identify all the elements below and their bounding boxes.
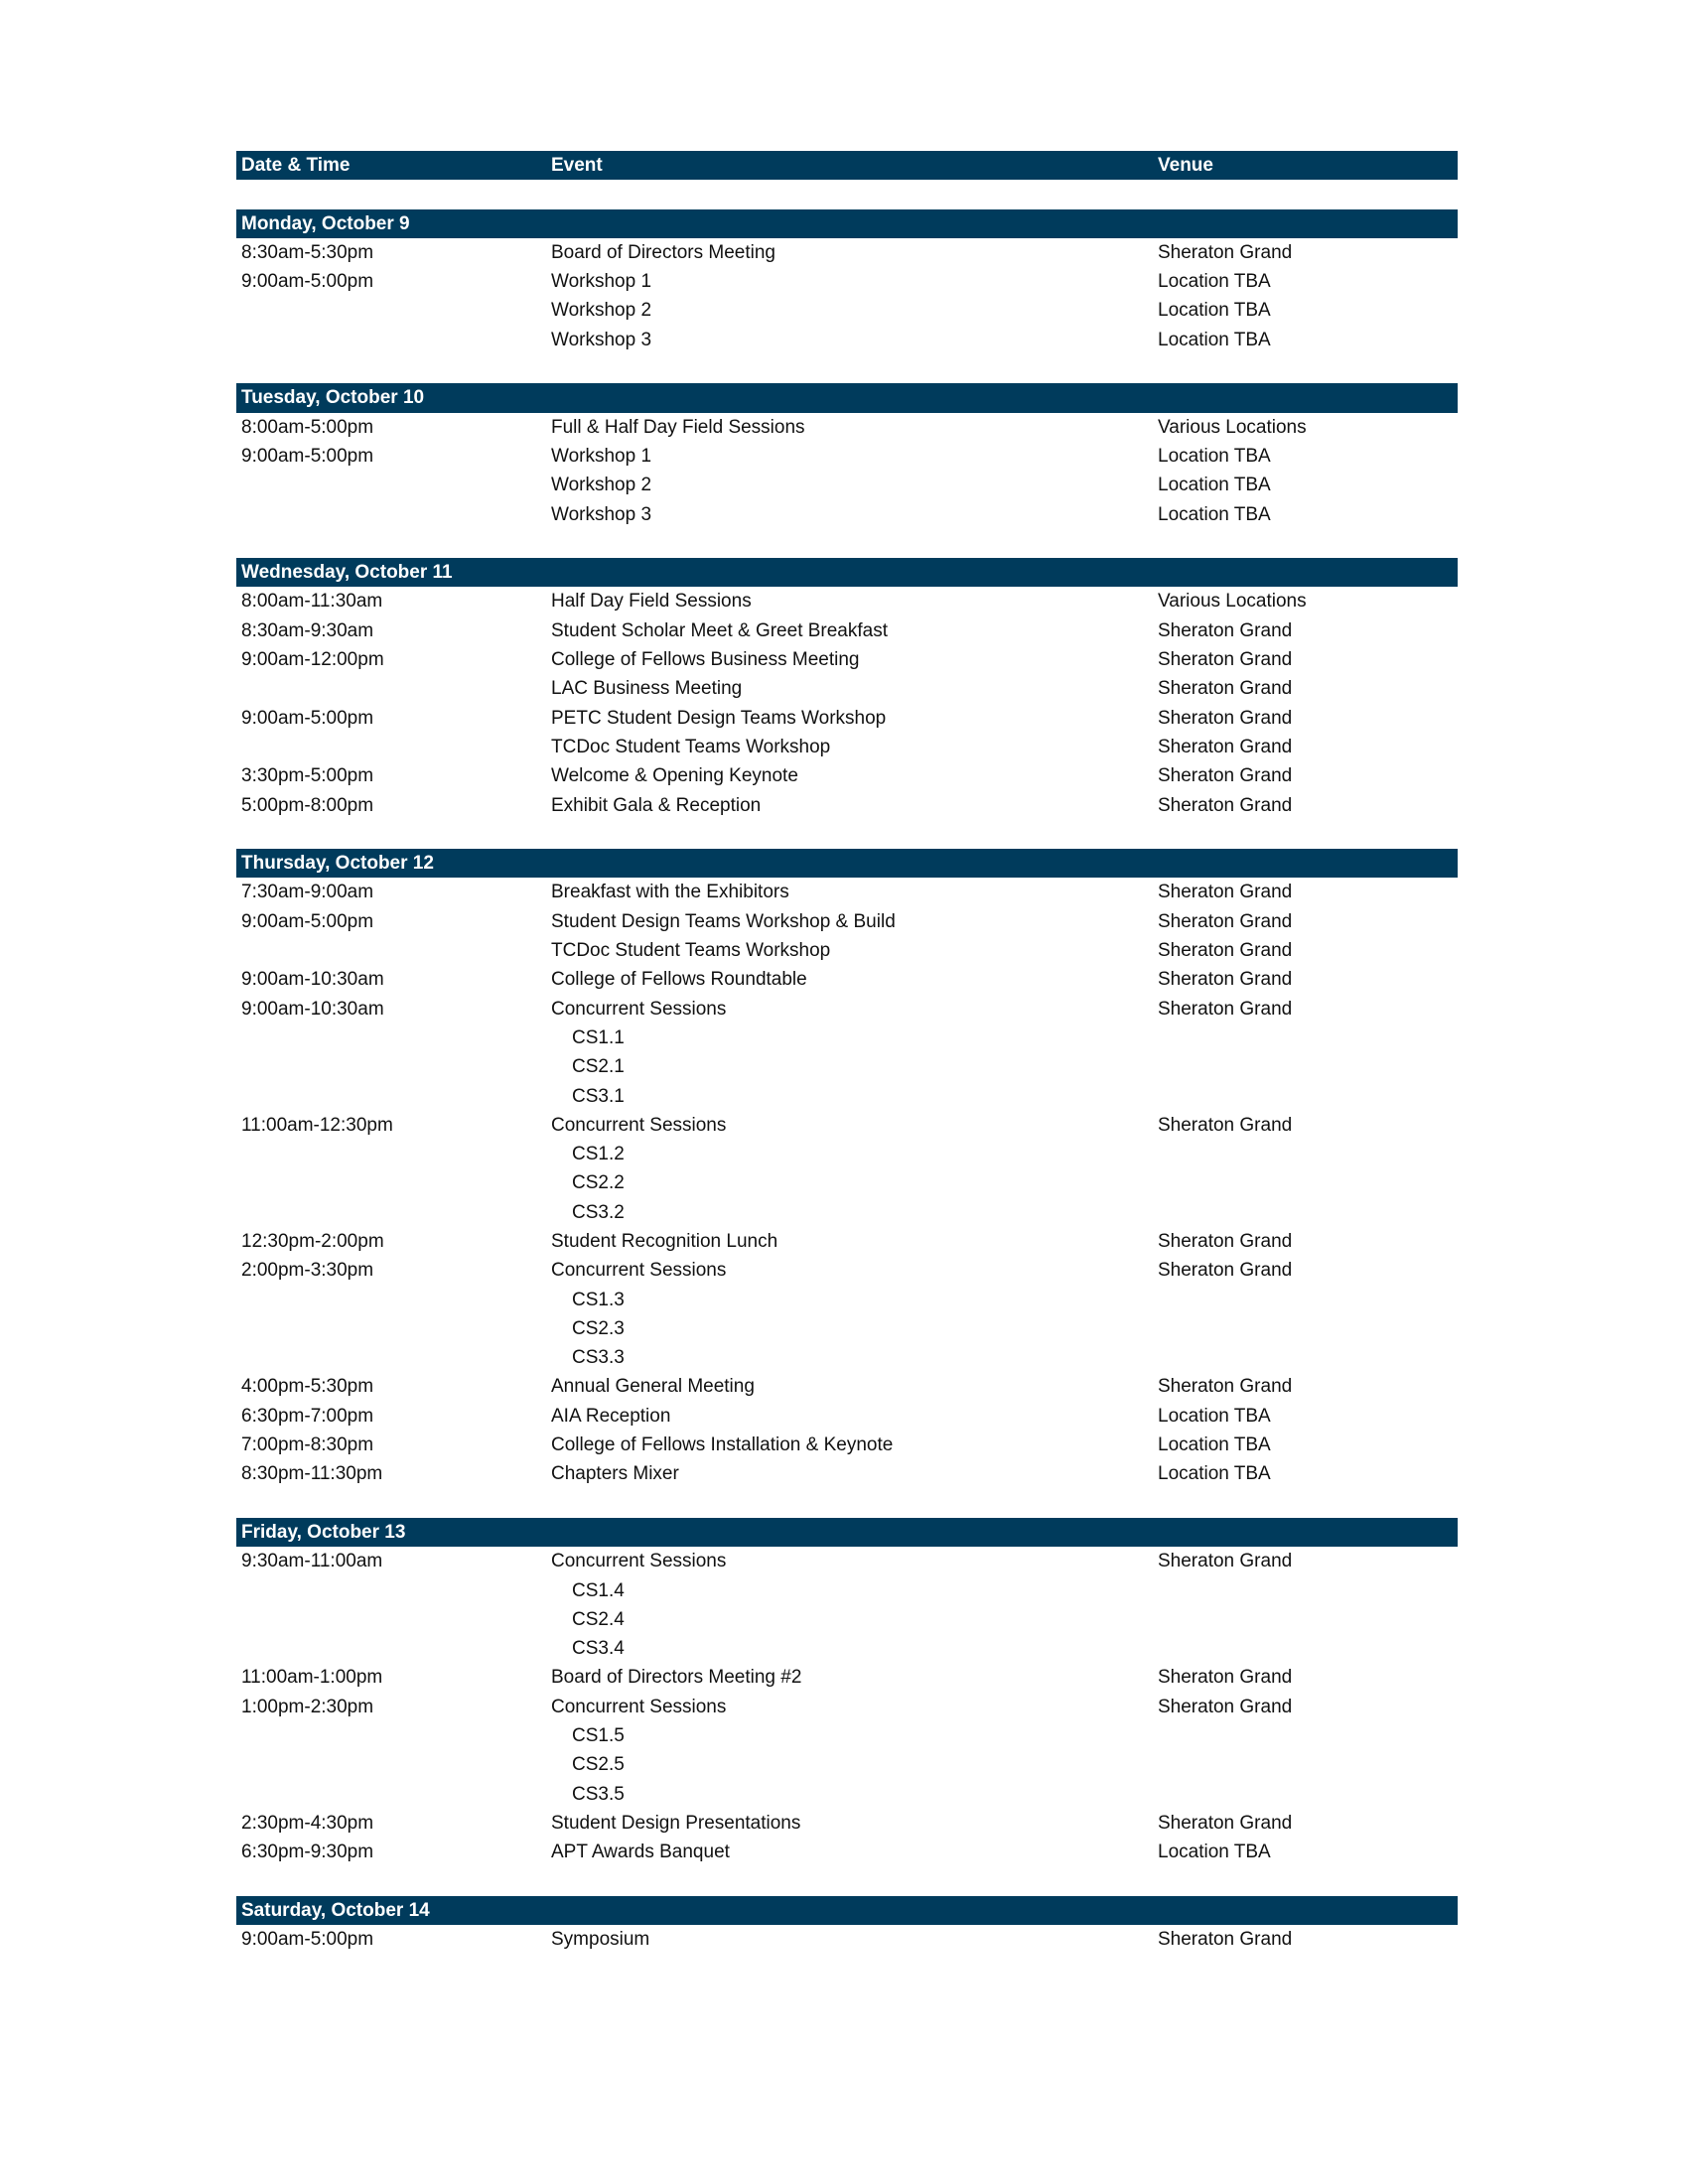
table-row — [236, 413, 1458, 442]
day-label: Friday, October 13 — [241, 1521, 406, 1543]
event-name: Student Design Teams Workshop & Build — [551, 910, 896, 932]
day-label: Wednesday, October 11 — [241, 562, 453, 584]
event-venue: Sheraton Grand — [1158, 1812, 1293, 1834]
session-code: CS2.5 — [572, 1754, 625, 1776]
table-row — [236, 1780, 1458, 1809]
session-code: CS1.5 — [572, 1725, 625, 1747]
event-venue: Sheraton Grand — [1158, 794, 1293, 816]
day-header — [236, 558, 1458, 587]
event-time: 9:00am-5:00pm — [241, 707, 374, 729]
table-row — [236, 1140, 1458, 1168]
event-time: 9:00am-10:30am — [241, 969, 384, 991]
day-header — [236, 1518, 1458, 1547]
event-venue: Sheraton Grand — [1158, 707, 1293, 729]
event-venue: Location TBA — [1158, 445, 1271, 467]
session-code: CS2.2 — [572, 1172, 625, 1194]
event-name: Concurrent Sessions — [551, 998, 727, 1020]
table-row — [236, 471, 1458, 499]
event-name: Concurrent Sessions — [551, 1260, 727, 1282]
event-name: College of Fellows Business Meeting — [551, 649, 860, 671]
event-venue: Sheraton Grand — [1158, 998, 1293, 1020]
event-time: 4:00pm-5:30pm — [241, 1376, 374, 1398]
event-time: 8:30am-5:30pm — [241, 241, 374, 263]
event-venue: Location TBA — [1158, 271, 1271, 293]
table-row — [236, 1402, 1458, 1431]
event-name: AIA Reception — [551, 1405, 671, 1427]
table-row — [236, 1576, 1458, 1605]
table-row — [236, 1750, 1458, 1779]
section-spacer — [236, 1867, 1458, 1896]
event-venue: Sheraton Grand — [1158, 1696, 1293, 1717]
event-venue: Sheraton Grand — [1158, 1667, 1293, 1689]
table-row — [236, 238, 1458, 267]
event-time: 2:30pm-4:30pm — [241, 1812, 374, 1834]
event-time: 6:30pm-9:30pm — [241, 1842, 374, 1863]
session-code: CS2.1 — [572, 1056, 625, 1078]
session-code: CS1.1 — [572, 1026, 625, 1048]
schedule-days — [236, 180, 1458, 1954]
event-venue: Sheraton Grand — [1158, 678, 1293, 700]
table-row — [236, 1459, 1458, 1488]
event-name: APT Awards Banquet — [551, 1842, 730, 1863]
table-row — [236, 1314, 1458, 1343]
table-row — [236, 1082, 1458, 1111]
table-row — [236, 587, 1458, 615]
event-name: Board of Directors Meeting — [551, 241, 775, 263]
event-time: 9:00am-5:00pm — [241, 445, 374, 467]
session-code: CS3.2 — [572, 1201, 625, 1223]
event-venue: Sheraton Grand — [1158, 619, 1293, 641]
event-venue: Sheraton Grand — [1158, 736, 1293, 757]
day-label: Tuesday, October 10 — [241, 387, 425, 409]
event-name: LAC Business Meeting — [551, 678, 743, 700]
event-time: 8:30pm-11:30pm — [241, 1463, 383, 1485]
event-venue: Sheraton Grand — [1158, 1376, 1293, 1398]
event-venue: Sheraton Grand — [1158, 1929, 1293, 1951]
table-row — [236, 1431, 1458, 1459]
section-spacer — [236, 820, 1458, 849]
table-row — [236, 878, 1458, 906]
event-venue: Location TBA — [1158, 1405, 1271, 1427]
section-spacer — [236, 1489, 1458, 1518]
event-venue: Sheraton Grand — [1158, 940, 1293, 962]
event-name: Workshop 1 — [551, 445, 652, 467]
event-venue: Location TBA — [1158, 1842, 1271, 1863]
table-row — [236, 1925, 1458, 1954]
session-code: CS3.3 — [572, 1347, 625, 1369]
event-time: 9:00am-12:00pm — [241, 649, 384, 671]
session-code: CS2.4 — [572, 1608, 625, 1630]
day-label: Thursday, October 12 — [241, 853, 434, 875]
day-header — [236, 383, 1458, 412]
event-name: Workshop 2 — [551, 300, 652, 322]
event-name: Welcome & Opening Keynote — [551, 765, 798, 787]
event-name: PETC Student Design Teams Workshop — [551, 707, 887, 729]
event-name: Exhibit Gala & Reception — [551, 794, 762, 816]
table-row — [236, 1547, 1458, 1575]
event-name: Concurrent Sessions — [551, 1114, 727, 1136]
table-row — [236, 965, 1458, 994]
day-label: Monday, October 9 — [241, 212, 410, 234]
schedule-table — [236, 151, 1458, 1954]
event-name: Concurrent Sessions — [551, 1696, 727, 1717]
table-row — [236, 1372, 1458, 1401]
event-time: 8:00am-11:30am — [241, 591, 383, 613]
table-row — [236, 907, 1458, 936]
table-row — [236, 1052, 1458, 1081]
table-row — [236, 1809, 1458, 1838]
table-row — [236, 1024, 1458, 1052]
event-venue: Sheraton Grand — [1158, 910, 1293, 932]
day-header — [236, 1896, 1458, 1925]
event-name: Symposium — [551, 1929, 650, 1951]
event-venue: Sheraton Grand — [1158, 882, 1293, 903]
event-venue: Sheraton Grand — [1158, 1230, 1293, 1252]
event-time: 1:00pm-2:30pm — [241, 1696, 374, 1717]
event-name: College of Fellows Installation & Keynote — [551, 1434, 894, 1456]
event-name: Student Design Presentations — [551, 1812, 801, 1834]
header-event: Event — [551, 155, 603, 176]
event-time: 7:00pm-8:30pm — [241, 1434, 374, 1456]
event-time: 8:00am-5:00pm — [241, 416, 374, 438]
table-row — [236, 442, 1458, 471]
event-venue: Location TBA — [1158, 1463, 1271, 1485]
event-name: Breakfast with the Exhibitors — [551, 882, 789, 903]
event-name: Full & Half Day Field Sessions — [551, 416, 805, 438]
table-row — [236, 1605, 1458, 1634]
table-row — [236, 1693, 1458, 1721]
event-time: 9:00am-10:30am — [241, 998, 384, 1020]
table-row — [236, 1286, 1458, 1314]
table-row — [236, 500, 1458, 529]
table-row — [236, 645, 1458, 674]
event-time: 11:00am-12:30pm — [241, 1114, 393, 1136]
event-venue: Various Locations — [1158, 416, 1307, 438]
table-row — [236, 1256, 1458, 1285]
table-row — [236, 761, 1458, 790]
table-row — [236, 733, 1458, 761]
event-time: 6:30pm-7:00pm — [241, 1405, 374, 1427]
section-spacer — [236, 180, 1458, 208]
session-code: CS3.1 — [572, 1085, 625, 1107]
event-name: TCDoc Student Teams Workshop — [551, 940, 831, 962]
session-code: CS3.5 — [572, 1783, 625, 1805]
session-code: CS1.3 — [572, 1289, 625, 1310]
table-row — [236, 674, 1458, 703]
table-row — [236, 267, 1458, 296]
event-venue: Location TBA — [1158, 1434, 1271, 1456]
table-row — [236, 296, 1458, 325]
event-time: 7:30am-9:00am — [241, 882, 374, 903]
table-row — [236, 791, 1458, 820]
table-row — [236, 1343, 1458, 1372]
event-name: Concurrent Sessions — [551, 1551, 727, 1572]
event-time: 5:00pm-8:00pm — [241, 794, 374, 816]
event-venue: Various Locations — [1158, 591, 1307, 613]
table-row — [236, 1721, 1458, 1750]
event-name: Workshop 3 — [551, 329, 652, 350]
event-name: Board of Directors Meeting #2 — [551, 1667, 802, 1689]
event-name: Chapters Mixer — [551, 1463, 679, 1485]
event-time: 9:00am-5:00pm — [241, 271, 374, 293]
event-venue: Location TBA — [1158, 300, 1271, 322]
event-venue: Sheraton Grand — [1158, 1114, 1293, 1136]
event-venue: Sheraton Grand — [1158, 241, 1293, 263]
day-header — [236, 209, 1458, 238]
day-label: Saturday, October 14 — [241, 1899, 430, 1921]
session-code: CS3.4 — [572, 1638, 625, 1660]
session-code: CS2.3 — [572, 1317, 625, 1339]
event-name: Annual General Meeting — [551, 1376, 755, 1398]
table-row — [236, 326, 1458, 354]
event-name: Workshop 1 — [551, 271, 652, 293]
event-venue: Sheraton Grand — [1158, 765, 1293, 787]
event-name: Student Recognition Lunch — [551, 1230, 778, 1252]
table-row — [236, 995, 1458, 1024]
event-name: Workshop 3 — [551, 503, 652, 525]
event-time: 11:00am-1:00pm — [241, 1667, 383, 1689]
session-code: CS1.4 — [572, 1579, 625, 1601]
event-time: 12:30pm-2:00pm — [241, 1230, 384, 1252]
table-row — [236, 1111, 1458, 1140]
table-row — [236, 704, 1458, 733]
table-row — [236, 936, 1458, 965]
day-header — [236, 849, 1458, 878]
header-venue: Venue — [1158, 155, 1213, 176]
event-venue: Location TBA — [1158, 329, 1271, 350]
event-time: 9:30am-11:00am — [241, 1551, 383, 1572]
event-time: 9:00am-5:00pm — [241, 910, 374, 932]
section-spacer — [236, 529, 1458, 558]
event-name: Workshop 2 — [551, 475, 652, 496]
session-code: CS1.2 — [572, 1144, 625, 1165]
event-venue: Sheraton Grand — [1158, 649, 1293, 671]
table-row — [236, 1663, 1458, 1692]
event-venue: Location TBA — [1158, 503, 1271, 525]
table-row — [236, 1168, 1458, 1197]
table-row — [236, 1838, 1458, 1866]
event-venue: Location TBA — [1158, 475, 1271, 496]
table-row — [236, 1198, 1458, 1227]
event-name: TCDoc Student Teams Workshop — [551, 736, 831, 757]
event-time: 8:30am-9:30am — [241, 619, 374, 641]
event-venue: Sheraton Grand — [1158, 969, 1293, 991]
header-date-time: Date & Time — [241, 155, 351, 176]
event-venue: Sheraton Grand — [1158, 1551, 1293, 1572]
table-header — [236, 151, 1458, 180]
event-name: College of Fellows Roundtable — [551, 969, 807, 991]
table-row — [236, 1634, 1458, 1663]
event-name: Half Day Field Sessions — [551, 591, 752, 613]
event-time: 9:00am-5:00pm — [241, 1929, 374, 1951]
table-row — [236, 616, 1458, 645]
section-spacer — [236, 354, 1458, 383]
event-name: Student Scholar Meet & Greet Breakfast — [551, 619, 889, 641]
event-time: 2:00pm-3:30pm — [241, 1260, 374, 1282]
event-venue: Sheraton Grand — [1158, 1260, 1293, 1282]
table-row — [236, 1227, 1458, 1256]
event-time: 3:30pm-5:00pm — [241, 765, 374, 787]
